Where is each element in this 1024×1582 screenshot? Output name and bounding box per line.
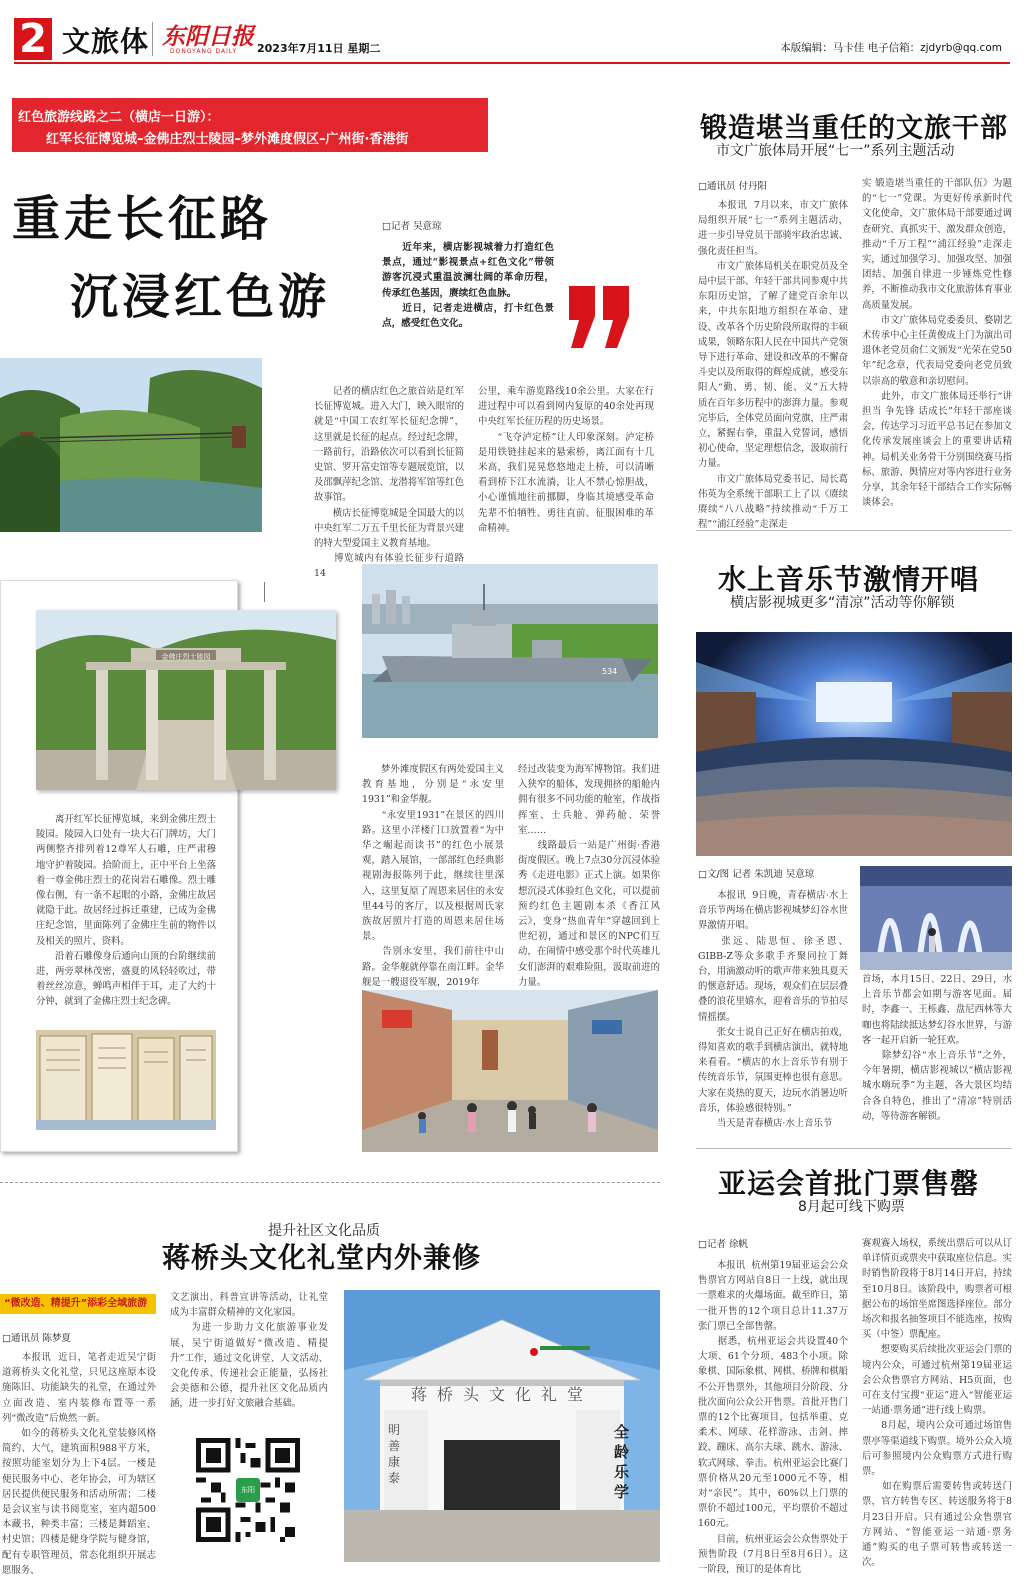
culture-hall-plaque-right: 全龄乐学 [614,1423,630,1501]
route-line-1: 红色旅游线路之二（横店一日游）： [18,110,220,125]
photo-luding-bridge [0,358,262,532]
story5-col1: 本报讯 近日，笔者走近吴宁街道蒋桥头文化礼堂，只见这座原本设施陈旧、功能缺失的礼堂，在通过外立面改造、室内装修布置等一系列“微改造”后焕然一新。 如今的蒋桥头文化礼堂装修风格简约、大气，建筑面积988平方米，按照功能室划分为上下4层。一楼是便民服务中心、老年协会，可为辖区居民提供便民服务和活动所需；二楼是会议室与读书阅览室，室内超500本藏书，种类丰富；三楼是舞蹈室、村史馆；四楼是健身学院与健身馆，配有专职管理员，常态化组织开展志愿服务、 [2,1352,156,1576]
separator-right-1 [696,530,1012,531]
story4-col1: 本报讯 杭州第19届亚运会公众售票官方网站自8日一上线，就出现一票难求的火爆场面。截至昨日，第一批开售的12个项目总计11.37万张门票已全部售罄。 据悉，杭州亚运会共设置40个大项、61个分项、483个小项。除象棋、国际象棋、网棋、桥牌和棋船不公开售票外，其他项目分阶段、分批次面向公众公开售票。首批开售门票的12个比赛项目，包括举重、克柔术、网球、花样游泳、击剑、摔跤、蹦床、高尔夫球、跳水、游泳、软式网球、拳击。杭州亚运会比赛门票价格从20元至1000元不等，相对“亲民”。其中，60%以上门票的票价不超过100元，平均票价不超过160元。 目前，杭州亚运会公众售票处于预售阶段（7月8日至8月6日）。这一阶段，预订的是体育比 [698,1260,849,1576]
story1-col3: 离开红军长征博览城，来到金佛庄烈士陵园。陵园入口处有一块大石门牌坊，大门两侧整齐排列着12尊军人石雕，庄严肃穆地守护着陵园。拾阶而上，正中平台上坐落着一尊金佛庄烈士的花岗岩石雕像。烈士雕像右侧，有一条不起眼的小路，金佛庄故居就隐于此。故居经过拆迁重建，已成为金佛庄纪念馆，里面陈列了金佛庄生前的物件以及相关的照片、资料。 沿着石雕像身后通向山顶的台阶继续前进，两旁翠林茂密，盛夏的风轻轻吹过，带着丝丝凉意，蝉鸣声相伴于耳，走了大约十分钟，就到了金佛庄烈士纪念碑。 [36,814,216,1008]
story1-byline: □记者 吴意琼 [382,221,442,232]
culture-hall-sign: 蒋桥头文化礼堂 [410,1385,593,1404]
masthead [0,0,1024,66]
story1-col1: 记者的横店红色之旅首站是红军长征博览城。进入大门，映入眼帘的就是“中国工农红军长征纪念牌”，这里就是长征的起点。经过纪念牌，一路前行，沿路依次可以看到长征简史馆、罗开富史馆等专题展览馆，以及邵飘萍纪念馆、龙潜将军馆等红色故事馆。 横店长征博览城是全国最大的以中央红军二万五千里长征为背景兴建的特大型爱国主义教育基地。 博览城内有体验长征步行道路14 [314,386,465,580]
photo-culture-hall [344,1290,660,1562]
story3-col2: 首场，本月15日、22日、29日，水上音乐节都会如期与游客见面。届时，李鑫一、王栎鑫、盘尼西林等大咖也将陆续抵达梦幻谷水世界，与游客一起开启新一轮狂欢。 除梦幻谷“水上音乐节”之外，今年暑期，横店影视城以“横店影视城水嗨玩季”为主题，各大景区均结合各自特色，推出了“清凉”特别活动，等待游客解锁。 [862,974,1013,1122]
masthead-divider [152,22,153,56]
photo-warship [362,564,658,738]
photo-memorial-gate [36,610,336,790]
story4-col2: 赛观赛入场权，系统出票后可以从订单详情页或票夹中获取座位信息。实时销售阶段将于8月14日开启，持续至10月8日。该阶段中，购票者可根据公布的场馆坐席图选择座位。部分场次和报名抽签项目不能选座，按购买（中签）票配座。 想要购买后续批次亚运会门票的境内公众，可通过杭州第19届亚运会公众售票官方网站、H5页面，也可在支付宝搜“亚运”进入“智能亚运一站通·票务通”进行线上购票。 8月起，境内公众可通过场馆售票亭等渠道线下购票。境外公众入境后可参照境内公众购票方式进行购票。 如在购票后需要转售或转送门票，官方转售专区、转送服务将于8月23日开启。只有通过公众售票官方网站、“智能亚运一站通·票务通”购买的电子票可转售或转送一次。 [862,1238,1013,1569]
separator-right-2 [696,1148,1012,1149]
qr-center-logo: 东阳 [236,1478,260,1502]
story1-title-line2: 沉浸红色游 [70,269,331,325]
page-number-box: 2 [14,18,52,60]
story5-title: 蒋桥头文化礼堂内外兼修 [162,1241,482,1274]
story4-subtitle: 8月起可线下购票 [798,1199,905,1215]
story3-byline: □文/图 记者 朱凯迪 吴意琼 [698,869,815,880]
photo-water-stage [860,866,1012,970]
story1-col2: 公里，乘车游览路线10余公里。大家在行进过程中可以看到网内复原的40余处再现中央红军长征历程的历史场景。 “飞夺泸定桥”让人印象深刻。泸定桥是用铁链挂起来的悬索桥，离江面有十几米高，我们晃晃悠悠地走上桥，可以清晰看到桥下江水流淌，让人不禁心惊胆战，小心谨慎地往前挪脚，身临其境感受革命先辈不怕牺牲、勇往直前、征服困难的革命精神。 [478,386,654,534]
card-edge-line [264,582,265,602]
story2-subtitle: 市文广旅体局开展“七一”系列主题活动 [716,143,955,159]
story3-title: 水上音乐节激情开唱 [718,563,980,596]
story1-lead: 近年来，横店影视城着力打造红色景点，通过“影视景点+红色文化”带领游客沉浸式重温波澜壮阔的革命历程，传承红色基因，赓续红色血脉。 近日，记者走进横店，打卡红色景点，感受红色文化。 [382,242,554,330]
issue-date: 2023年7月11日 星期二 [257,42,381,55]
section-name: 文旅体 [62,25,150,58]
story2-title: 锻造堪当重任的文旅干部 [700,113,1008,144]
story4-byline: □记者 徐帆 [698,1239,748,1250]
quote-mark-icon [565,282,635,352]
route-banner [12,98,488,152]
story2-col1: 本报讯 7月以来，市文广旅体局组织开展“七一”系列主题活动，进一步引导党员干部骑牢政治忠诚、强化责任担当。 市文广旅体局机关在职党员及全局中层干部、年轻干部共同参观中共东阳历史馆，了解了建党百余年以来，中共东阳地方组织在革命、建设、改革各个历史阶段所取得的丰硕成果，领略东阳人民在中国共产党领导下进行革命、建设和改革的不懈奋斗史以及所取得的辉煌成就，感受东阳人“勤、勇、韧、能、义”五大特质在百年多历程中的澎湃力量。参观完毕后，全体党员面向党旗，庄严肃立，紧握右拳，重温入党誓词，感悟初心使命，坚定理想信念，汲取前行力量。 市文广旅体局党委书记、局长葛伟英为全系统干部职工上了以《赓续赓续“八八战略”持续推动“千万工程”“浦江经验”走深走 [698,200,849,531]
warship-hull-number: 534 [602,667,618,676]
story5-kicker: 提升社区文化品质 [268,1223,380,1239]
photo-guangzhou-street [362,990,658,1152]
story5-tag: “微改造、精提升”添彩全域旅游 [0,1294,156,1314]
story3-subtitle: 横店影视城更多“清凉”活动等你解锁 [730,595,955,611]
story5-byline: □通讯员 陈梦夏 [2,1333,71,1344]
editor-info: 本版编辑：马卡佳 电子信箱：zjdyrb@qq.com [780,42,1002,54]
memorial-sign-text: 金佛庄烈士陵园 [161,653,211,661]
story2-byline: □通讯员 付丹阳 [698,181,767,192]
story4-title: 亚运会首批门票售罄 [718,1167,980,1200]
story1-title-line1: 重走长征路 [12,191,273,247]
route-line-2: 红军长征博览城–金佛庄烈士陵园–梦外滩度假区–广州街·香港街 [46,132,409,147]
masthead-rule [14,62,1010,64]
story5-col2: 文艺演出、科普宣讲等活动，让礼堂成为丰富群众精神的文化家园。 为进一步助力文化旅游事业发展，吴宁街道做好“微改造、精提升”工作，通过文化讲堂、人文活动、文化传承、传递社会正能量，弘扬社会美德和公德，提升社区文化品质内涵，进一步打好文旅融合基础。 [170,1292,328,1410]
photo-music-festival [696,632,1012,856]
section-divider [0,1182,660,1183]
story2-col2: 实 锻造堪当重任的干部队伍》为题的“七一”党课。为更好传承新时代文化使命，文广旅体局干部要通过调查研究、真抓实干、激发群众创造，推动“千万工程”“浦江经验”走深走实，通过加强学习、加强攻坚、加强团结、加强自律进一步锤炼党性修养，不断推动我市文化旅游体育事业高质量发展。 市文广旅体局党委委员、婺剧艺术传承中心主任黄俊成上门为演出司退休老党员俞仁文颁发“光荣在党50年”纪念章，代表局党委向老党员致以崇高的敬意和亲切慰问。 此外，市文广旅体局还举行“讲担当 争先锋 话成长”年轻干部座谈会，传达学习习近平总书记在参加文化传承发展座谈会上的重要讲话精神。局机关业务骨干分别围绕赛马指标、旅游、舆情应对等内容进行业务分享，其余年轻干部结合工作实际畅谈体会。 [862,178,1013,509]
story1-col5: 经过改装变为海军博物馆。我们进入狭窄的船体，发现拥挤的船舱内拥有很多不同功能的舱室，作战指挥室、士兵舱、弹药舱、荣誉室…… 线路最后一站是广州街·香港街度假区。晚上7点30分沉浸体验秀《走进电影》正式上演。如果你想沉浸式体验红色文化，可以提前预约红色主题剧本杀《香江风云》，变身“热血青年”穿越回到上世纪初，通过和景区的NPC们互动，在闹情中感受那个时代英雄儿女们澎湃的艰难险阻，汲取前进的力量。 [518,764,660,988]
qr-code [196,1438,300,1542]
newspaper-logo-en: DONGYANG DAILY [170,48,238,55]
story3-col1: 本报讯 9日晚，青春横店·水上音乐节两场在横店影视城梦幻谷水世界激情开唱。 张远、陆思恒、徐圣恩、GIBB-Z等众多歌手齐聚同拉丁舞台，用滴激动听的歌声带来独具夏天的惬意舒适。现场，观众们在层层叠叠的浪花里嬉水，迎着音乐的节拍尽情摇摆。 张女士说自己正好在横店拍戏，得知喜欢的歌手到横店演出，就特地来看看。“横店的水上音乐节有别于传统音乐节，氛围更棒也很有意思。大家在炎热的夏天，边玩水消暑边听音乐，体验感很特别。” 当天是青春横店·水上音乐节 [698,890,849,1130]
culture-hall-plaque-left: 明善康泰 [388,1423,401,1485]
photo-documents [36,1030,216,1130]
story1-col4: 梦外滩度假区有两处爱国主义教育基地，分别是“永安里1931”和金华舰。 “永安里1931”在景区的四川路。这里小洋楼门口放置着“为中华之崛起而读书”的红色小展景观，踏入展馆，一部部红色经典影视剧海报陈列于此，继续往里深入，这里复原了周恩来居住的永安里44号的客厅，以及根据周氏家族故居照片打造的周恩来居住场景。 告别永安里，我们前往中山路。金华舰就停靠在南江畔。金华舰是一艘退役军舰，2019年 [362,764,504,988]
newspaper-logo: 东阳日报 [162,23,254,50]
